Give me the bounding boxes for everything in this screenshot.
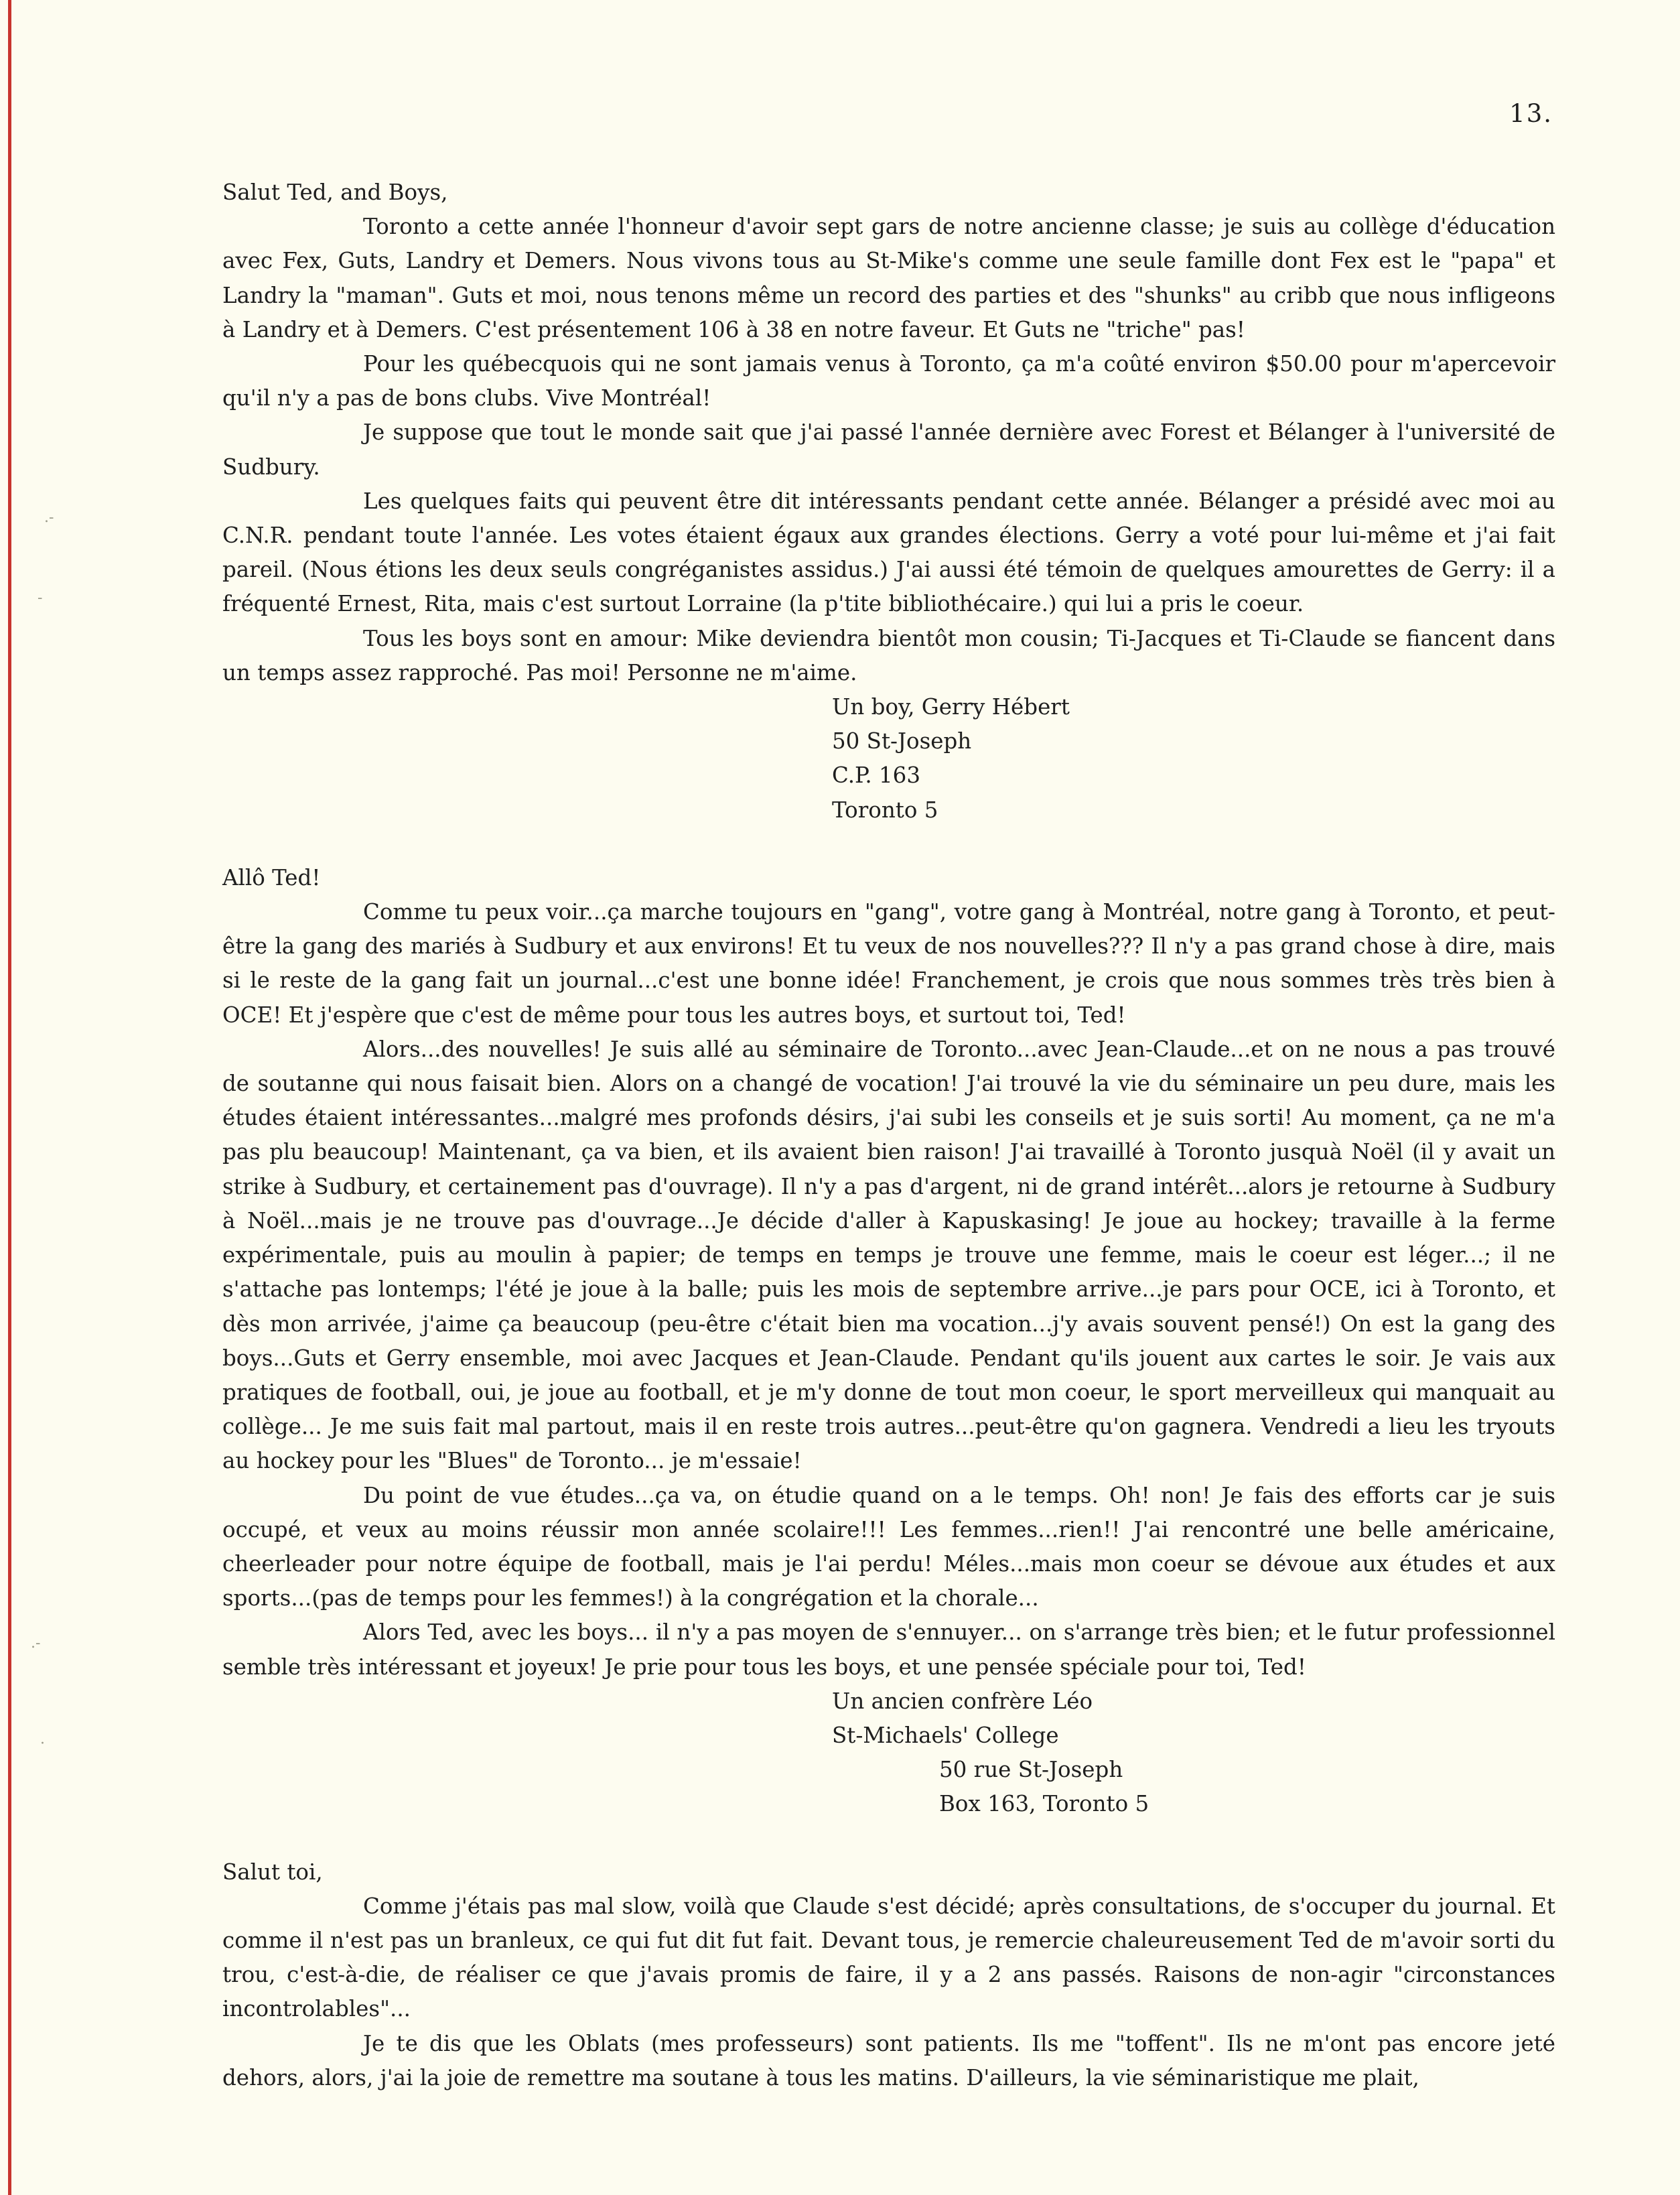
signature-line: C.P. 163 <box>832 762 921 789</box>
signature-line: St-Michaels' College <box>832 1722 1059 1748</box>
letter-paragraph: Du point de vue études...ça va, on étudie quand on a le temps. Oh! non! Je fais des efforts car je suis occupé, et veux au moins réussir mon année scolaire!!! Les femmes...rien!! J'ai rencontré une belle américaine, cheerleader pour notre équipe de football, mais je l'ai perdu! Méles...mais mon coeur se dévoue aux études et aux sports...(pas de temps pour les femmes!) à la congrégation et la chorale... <box>222 1482 1555 1611</box>
letter-paragraph: Tous les boys sont en amour: Mike deviendra bientôt mon cousin; Ti-Jacques et Ti-Claude se fiancent dans un temps assez rapproché. Pas moi! Personne ne m'aime. <box>222 625 1555 685</box>
margin-mark: · <box>40 1735 45 1752</box>
letter-paragraph: Comme j'étais pas mal slow, voilà que Claude s'est décidé; après consultations, de s'occuper du journal. Et comme il n'est pas un branleux, ce qui fut dit fut fait. Devant tous, je remercie chaleureusement Ted de m'avoir sorti du trou, c'est-à-die, de réaliser ce que j'avais promis de faire, il y a 2 ans passés. Raisons de non-agir "circonstances incontrolables"... <box>222 1893 1555 2022</box>
letter-paragraph: Comme tu peux voir...ça marche toujours en "gang", votre gang à Montréal, notre gang à Toronto, et peut-être la gang des mariés à Sudbury et aux environs! Et tu veux de nos nouvelles??? Il n'y a pas grand chose à dire, mais si le reste de la gang fait un journal...c'est une bonne idée! Franchement, je crois que nous sommes très très bien à OCE! Et j'espère que c'est de même pour tous les autres boys, et surtout toi, Ted! <box>222 899 1555 1028</box>
letter-signature <box>222 1684 1555 1822</box>
letter-paragraph: Toronto a cette année l'honneur d'avoir sept gars de notre ancienne classe; je suis au collège d'éducation avec Fex, Guts, Landry et Demers. Nous vivons tous au St-Mike's comme une seule famille dont Fex est le "papa" et Landry la "maman". Guts et moi, nous tenons même un record des parties et des "shunks" au cribb que nous infligeons à Landry et à Demers. C'est présentement 106 à 38 en notre faveur. Et Guts ne "triche" pas! <box>222 214 1555 342</box>
signature-line: Un boy, Gerry Hébert <box>832 694 1070 720</box>
letter-signature <box>222 690 1555 827</box>
page-number: 13. <box>1509 99 1553 128</box>
letter-paragraph: Je suppose que tout le monde sait que j'ai passé l'année dernière avec Forest et Bélanger à l'université de Sudbury. <box>222 419 1555 480</box>
letter-paragraph: Alors...des nouvelles! Je suis allé au séminaire de Toronto...avec Jean-Claude...et on ne nous a pas trouvé de soutanne qui nous faisait bien. Alors on a changé de vocation! J'ai trouvé la vie du séminaire un peu dure, mais les études étaient intéressantes...malgré mes profonds désirs, j'ai subi les conseils et je suis sorti! Au moment, ça ne m'a pas plu beaucoup! Maintenant, ça va bien, et ils avaient bien raison! J'ai travaillé à Toronto jusquà Noël (il y avait un strike à Sudbury, et certainement pas d'ouvrage). Il n'y a pas d'argent, ni de grand intérêt...alors je retourne à Sudbury à Noël...mais je ne trouve pas d'ouvrage...Je décide d'aller à Kapuskasing! Je joue au hockey; travaille à la ferme expérimentale, puis au moulin à papier; de temps en temps je trouve une femme, mais le coeur est léger...; il ne s'attache pas lontemps; l'été je joue à la balle; puis les mois de septembre arrive...je pars pour OCE, ici à Toronto, et dès mon arrivée, j'aime ça beaucoup (peu-être c'était bien ma vocation...j'y avais souvent pensé!) On est la gang des boys...Guts et Gerry ensemble, moi avec Jacques et Jean-Claude. Pendant qu'ils jouent aux cartes le soir. Je vais aux pratiques de football, oui, je joue au football, et je m'y donne de tout mon coeur, le sport merveilleux qui manquait au collège... Je me suis fait mal partout, mais il en reste trois autres...peut-être qu'on gagnera. Vendredi a lieu les tryouts au hockey pour les "Blues" de Toronto... je m'essaie! <box>222 1036 1555 1474</box>
letter-paragraph: Les quelques faits qui peuvent être dit intéressants pendant cette année. Bélanger a présidé avec moi au C.N.R. pendant toute l'année. Les votes étaient égaux aux grandes élections. Gerry a voté pour lui-même et j'ai fait pareil. (Nous étions les deux seuls congréganistes assidus.) J'ai aussi été témoin de quelques amourettes de Gerry: il a fréquenté Ernest, Rita, mais c'est surtout Lorraine (la p'tite bibliothécaire.) qui lui a pris le coeur. <box>222 488 1555 617</box>
signature-line: Toronto 5 <box>832 797 938 823</box>
letter-paragraph: Alors Ted, avec les boys... il n'y a pas moyen de s'ennuyer... on s'arrange très bien; et le futur professionnel semble très intéressant et joyeux! Je prie pour tous les boys, et une pensée spéciale pour toi, Ted! <box>222 1619 1555 1680</box>
signature-line: 50 rue St-Joseph <box>939 1757 1123 1783</box>
margin-mark: - <box>38 590 43 606</box>
letter-salut-toi <box>222 1855 1555 2095</box>
signature-line: Un ancien confrère Léo <box>832 1688 1093 1714</box>
letter-greeting: Salut toi, <box>222 1859 323 1885</box>
signature-line: Box 163, Toronto 5 <box>939 1791 1149 1817</box>
letter-paragraph: Je te dis que les Oblats (mes professeurs) sont patients. Ils me "toffent". Ils ne m'ont pas encore jeté dehors, alors, j'ai la joie de remettre ma soutane à tous les matins. D'ailleurs, la vie séminaristique me plait, <box>222 2030 1555 2090</box>
letter-greeting: Allô Ted! <box>222 864 321 890</box>
margin-mark: .- <box>31 1635 41 1652</box>
document-body <box>222 176 1555 2095</box>
letter-paragraph: Pour les québecquois qui ne sont jamais venus à Toronto, ça m'a coûté environ $50.00 pour m'apercevoir qu'il n'y a pas de bons clubs. Vive Montréal! <box>222 351 1555 411</box>
letter-leo <box>222 861 1555 1822</box>
letter-greeting: Salut Ted, and Boys, <box>222 180 448 205</box>
signature-line: 50 St-Joseph <box>832 728 972 754</box>
letter-gerry <box>222 176 1555 827</box>
margin-mark: .- <box>44 509 54 526</box>
red-margin-line <box>8 0 11 2195</box>
